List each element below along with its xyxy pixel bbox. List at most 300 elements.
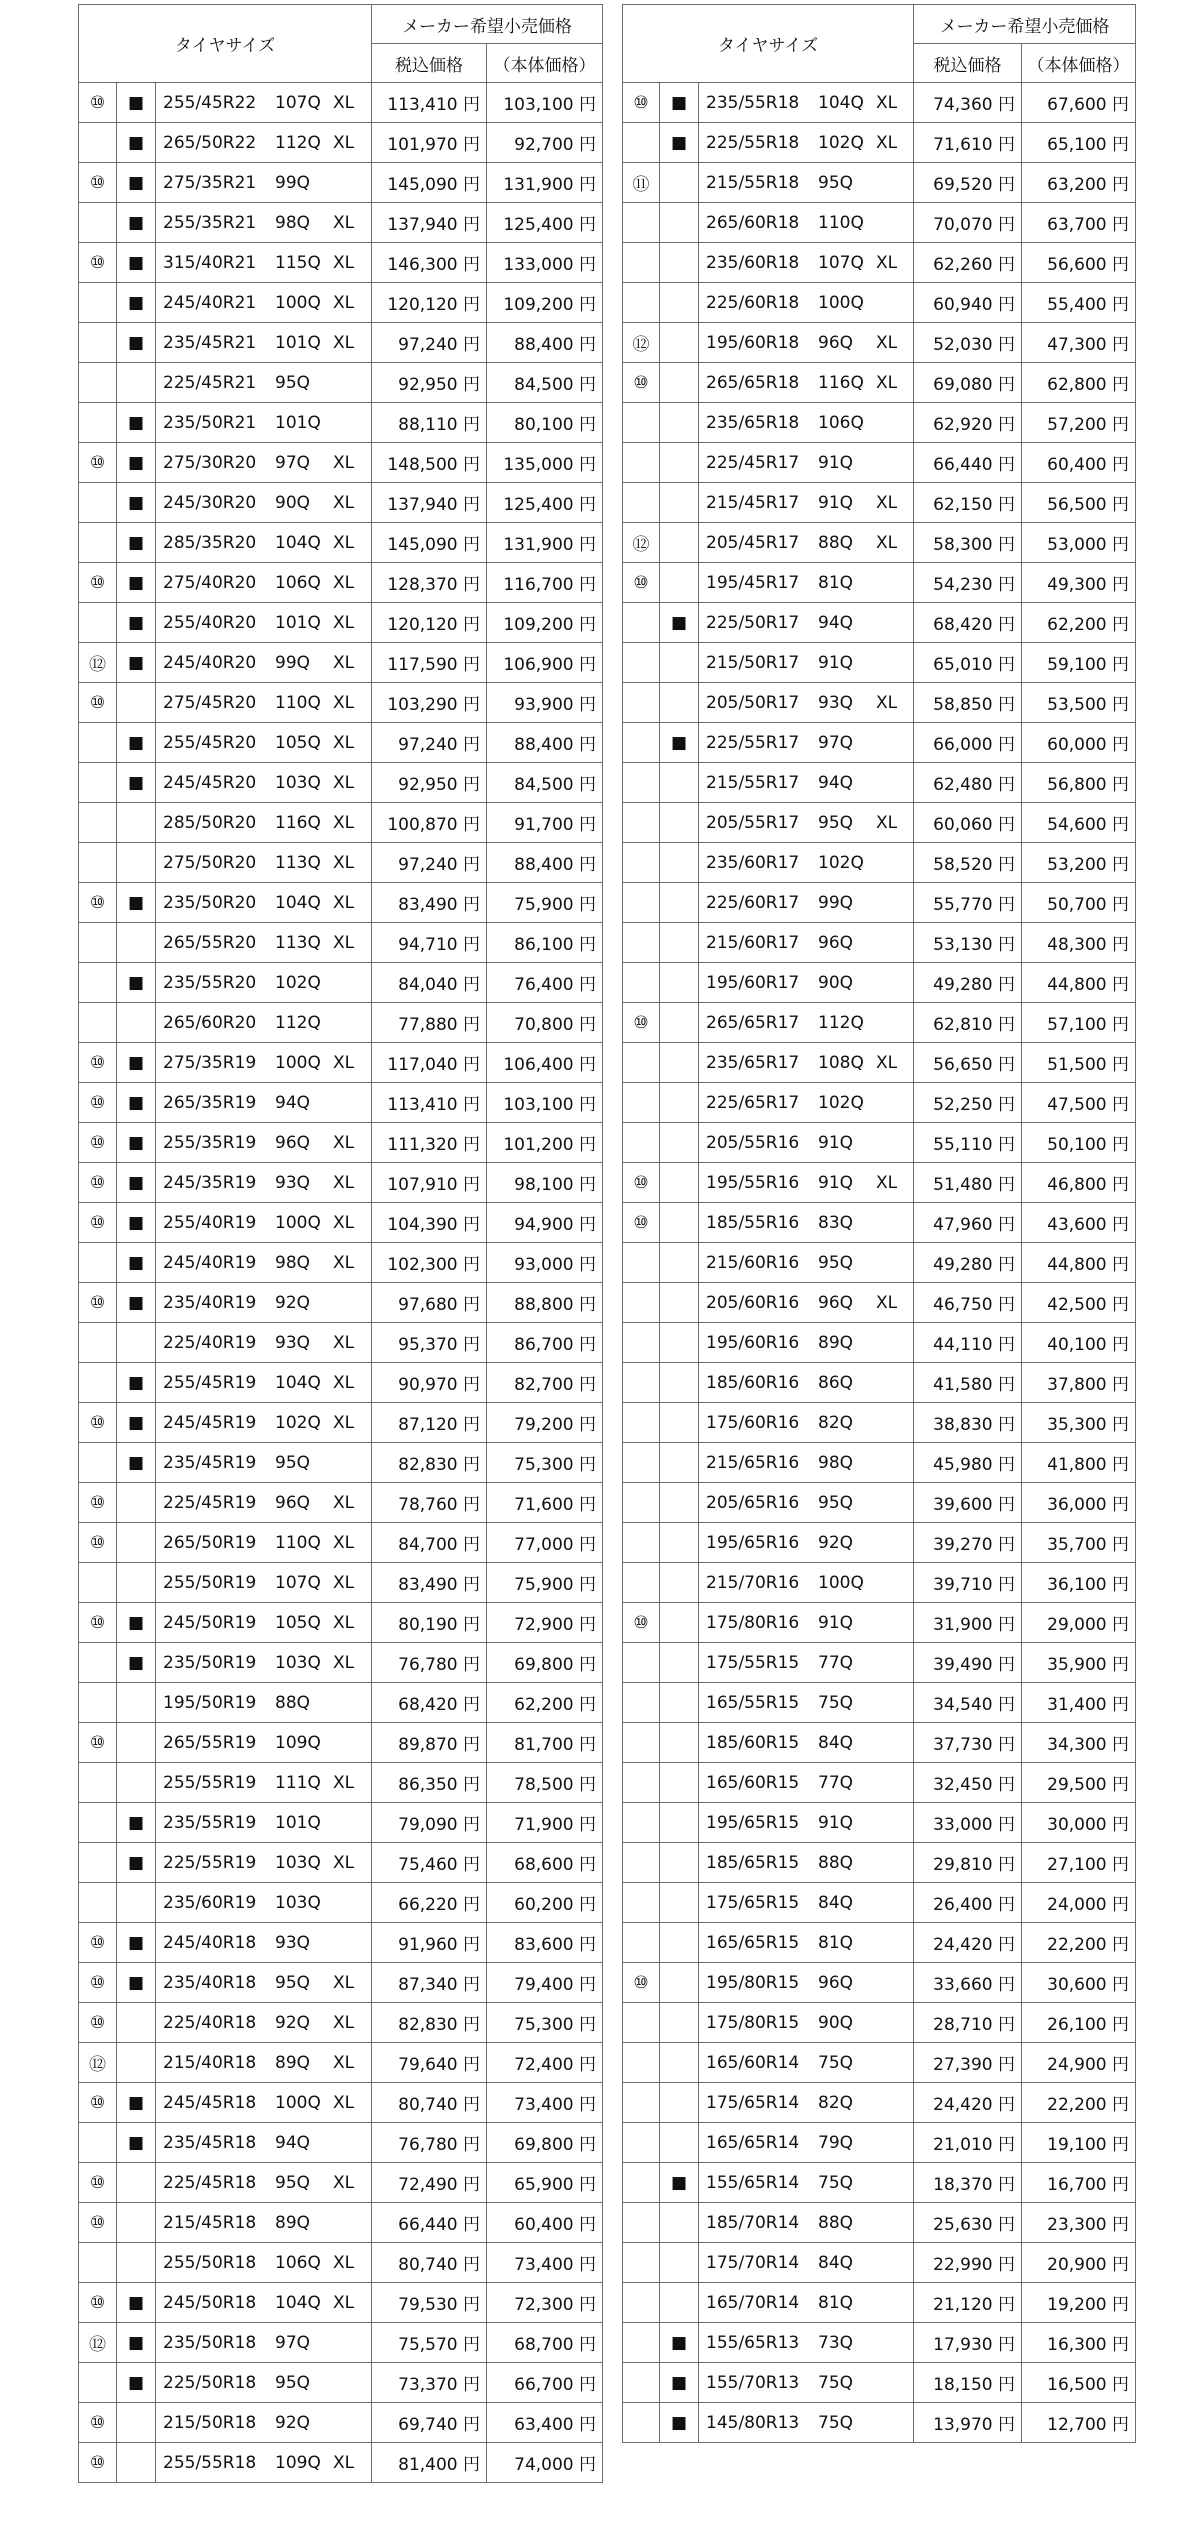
- stock-mark: ■: [117, 883, 156, 923]
- tire-size: 265/35R19: [163, 1092, 257, 1113]
- tire-size-cell: [156, 363, 372, 403]
- tire-size: 175/65R14: [706, 2092, 800, 2113]
- base-price: 106,900 円: [487, 643, 603, 683]
- stock-mark: [660, 2003, 699, 2043]
- stock-mark: [117, 1763, 156, 1803]
- tax-included-price: 39,490 円: [914, 1643, 1022, 1683]
- spec-mark: [623, 1363, 660, 1403]
- load-speed-index: 96Q: [818, 1972, 854, 1993]
- tax-included-price: 76,780 円: [372, 2123, 487, 2163]
- load-speed-index: 81Q: [818, 2292, 854, 2313]
- tire-size-cell: [699, 2043, 914, 2083]
- base-price: 26,100 円: [1022, 2003, 1136, 2043]
- stock-mark: [660, 2083, 699, 2123]
- table-row: [623, 883, 1136, 923]
- table-row: [79, 643, 603, 683]
- tire-size: 225/50R17: [706, 612, 800, 633]
- table-row: [79, 1603, 603, 1643]
- tax-included-price: 58,300 円: [914, 523, 1022, 563]
- stock-mark: ■: [117, 2283, 156, 2323]
- tax-included-price: 117,040 円: [372, 1043, 487, 1083]
- tire-size: 255/40R20: [163, 612, 257, 633]
- stock-mark: [660, 1123, 699, 1163]
- spec-mark: [623, 1883, 660, 1923]
- stock-mark: [117, 2243, 156, 2283]
- load-speed-index: 95Q: [275, 2372, 311, 2393]
- base-price: 86,700 円: [487, 1323, 603, 1363]
- tire-size: 225/55R17: [706, 732, 800, 753]
- stock-mark: [117, 2203, 156, 2243]
- tire-size-cell: [156, 1163, 372, 1203]
- stock-mark: ■: [117, 603, 156, 643]
- stock-mark: [660, 1443, 699, 1483]
- load-speed-index: 92Q: [275, 1292, 311, 1313]
- base-price: 50,700 円: [1022, 883, 1136, 923]
- spec-mark: [623, 2163, 660, 2203]
- spec-mark: [623, 2403, 660, 2443]
- table-row: [623, 2123, 1136, 2163]
- tire-size: 285/50R20: [163, 812, 257, 833]
- table-row: [623, 2283, 1136, 2323]
- spec-mark: [623, 923, 660, 963]
- tire-size-cell: [156, 2083, 372, 2123]
- base-price: 135,000 円: [487, 443, 603, 483]
- load-speed-index: 115Q: [275, 252, 321, 273]
- spec-mark: [623, 1843, 660, 1883]
- table-row: [79, 323, 603, 363]
- tax-included-price: 83,490 円: [372, 883, 487, 923]
- spec-mark: [79, 803, 117, 843]
- spec-mark: ⑩: [623, 1003, 660, 1043]
- stock-mark: ■: [117, 1123, 156, 1163]
- msrp-header: メーカー希望小売価格: [372, 5, 603, 44]
- stock-mark: ■: [117, 1283, 156, 1323]
- base-price: 125,400 円: [487, 203, 603, 243]
- tax-included-price: 97,240 円: [372, 723, 487, 763]
- tax-included-price: 113,410 円: [372, 83, 487, 123]
- stock-mark: [660, 1523, 699, 1563]
- table-row: [623, 163, 1136, 203]
- xl-flag: XL: [876, 252, 898, 273]
- tire-size-cell: [699, 2363, 914, 2403]
- tax-included-price: 52,030 円: [914, 323, 1022, 363]
- stock-mark: ■: [117, 283, 156, 323]
- tire-size-cell: [699, 483, 914, 523]
- stock-mark: [660, 1403, 699, 1443]
- table-row: [79, 1643, 603, 1683]
- tire-size-cell: [156, 2043, 372, 2083]
- spec-mark: [623, 803, 660, 843]
- base-price: 71,600 円: [487, 1483, 603, 1523]
- base-price: 78,500 円: [487, 1763, 603, 1803]
- table-row: [79, 1963, 603, 2003]
- base-price: 91,700 円: [487, 803, 603, 843]
- stock-mark: ■: [117, 1443, 156, 1483]
- tire-size-cell: [156, 283, 372, 323]
- base-price: 62,200 円: [487, 1683, 603, 1723]
- load-speed-index: 91Q: [818, 1612, 854, 1633]
- spec-mark: [623, 843, 660, 883]
- load-speed-index: 110Q: [818, 212, 864, 233]
- table-row: [623, 2083, 1136, 2123]
- tire-size: 235/50R21: [163, 412, 257, 433]
- spec-mark: ⑩: [79, 1083, 117, 1123]
- base-price: 37,800 円: [1022, 1363, 1136, 1403]
- spec-mark: [623, 2123, 660, 2163]
- tire-size-cell: [156, 963, 372, 1003]
- stock-mark: ■: [117, 723, 156, 763]
- tire-size: 175/65R15: [706, 1892, 800, 1913]
- table-row: [79, 1883, 603, 1923]
- tire-size-cell: [699, 2083, 914, 2123]
- xl-flag: XL: [876, 812, 898, 833]
- stock-mark: ■: [117, 1803, 156, 1843]
- tire-size: 165/60R14: [706, 2052, 800, 2073]
- spec-mark: [79, 1683, 117, 1723]
- table-row: [623, 443, 1136, 483]
- base-price: 50,100 円: [1022, 1123, 1136, 1163]
- tire-size: 215/65R16: [706, 1452, 800, 1473]
- spec-mark: ⑫: [79, 2043, 117, 2083]
- base-price: 93,000 円: [487, 1243, 603, 1283]
- table-row: [79, 443, 603, 483]
- load-speed-index: 94Q: [818, 772, 854, 793]
- tax-included-price: 78,760 円: [372, 1483, 487, 1523]
- tire-size-cell: [699, 1283, 914, 1323]
- load-speed-index: 100Q: [818, 1572, 864, 1593]
- tire-size: 255/45R20: [163, 732, 257, 753]
- tire-size-header: タイヤサイズ: [79, 5, 372, 83]
- load-speed-index: 111Q: [275, 1772, 321, 1793]
- tax-included-price: 54,230 円: [914, 563, 1022, 603]
- tire-size: 255/55R18: [163, 2452, 257, 2473]
- table-row: [79, 923, 603, 963]
- tire-size-cell: [699, 843, 914, 883]
- tire-size: 275/30R20: [163, 452, 257, 473]
- base-price: 29,000 円: [1022, 1603, 1136, 1643]
- spec-mark: ⑩: [623, 1203, 660, 1243]
- load-speed-index: 96Q: [275, 1492, 311, 1513]
- tire-size: 235/40R19: [163, 1292, 257, 1313]
- base-price: 65,900 円: [487, 2163, 603, 2203]
- spec-mark: ⑪: [623, 163, 660, 203]
- load-speed-index: 77Q: [818, 1772, 854, 1793]
- tire-size-cell: [699, 2283, 914, 2323]
- spec-mark: [79, 123, 117, 163]
- tax-included-price: 68,420 円: [914, 603, 1022, 643]
- tire-size-cell: [699, 763, 914, 803]
- stock-mark: ■: [117, 2083, 156, 2123]
- tax-included-price: 62,260 円: [914, 243, 1022, 283]
- tire-size: 245/30R20: [163, 492, 257, 513]
- tire-size-cell: [699, 1443, 914, 1483]
- tax-included-price: 71,610 円: [914, 123, 1022, 163]
- base-price: 23,300 円: [1022, 2203, 1136, 2243]
- load-speed-index: 100Q: [275, 2092, 321, 2113]
- spec-mark: [623, 1683, 660, 1723]
- stock-mark: ■: [117, 1363, 156, 1403]
- tax-included-price: 128,370 円: [372, 563, 487, 603]
- load-speed-index: 104Q: [818, 92, 864, 113]
- tire-size-cell: [699, 2243, 914, 2283]
- base-price: 16,500 円: [1022, 2363, 1136, 2403]
- load-speed-index: 88Q: [818, 2212, 854, 2233]
- base-price: 125,400 円: [487, 483, 603, 523]
- load-speed-index: 75Q: [818, 1692, 854, 1713]
- load-speed-index: 77Q: [818, 1652, 854, 1673]
- table-row: [79, 1763, 603, 1803]
- tire-size: 175/80R16: [706, 1612, 800, 1633]
- tire-size: 185/55R16: [706, 1212, 800, 1233]
- tire-size-cell: [699, 1243, 914, 1283]
- tax-included-price: 21,120 円: [914, 2283, 1022, 2323]
- base-price: 29,500 円: [1022, 1763, 1136, 1803]
- table-row: [623, 1563, 1136, 1603]
- stock-mark: [117, 803, 156, 843]
- stock-mark: ■: [117, 1603, 156, 1643]
- right-table-body: [623, 83, 1136, 2443]
- tax-included-price: 39,710 円: [914, 1563, 1022, 1603]
- table-row: [79, 523, 603, 563]
- load-speed-index: 110Q: [275, 692, 321, 713]
- tire-size-cell: [699, 163, 914, 203]
- spec-mark: [79, 363, 117, 403]
- table-row: [79, 283, 603, 323]
- tax-included-price: 28,710 円: [914, 2003, 1022, 2043]
- spec-mark: ⑩: [79, 1963, 117, 2003]
- table-row: [79, 563, 603, 603]
- tire-size: 165/65R14: [706, 2132, 800, 2153]
- spec-mark: ⑩: [79, 1163, 117, 1203]
- stock-mark: ■: [117, 1243, 156, 1283]
- tax-included-price: 49,280 円: [914, 1243, 1022, 1283]
- stock-mark: [660, 1003, 699, 1043]
- table-row: [623, 563, 1136, 603]
- spec-mark: [79, 963, 117, 1003]
- table-row: [79, 1563, 603, 1603]
- base-price: 71,900 円: [487, 1803, 603, 1843]
- load-speed-index: 91Q: [818, 452, 854, 473]
- tax-included-price: 95,370 円: [372, 1323, 487, 1363]
- spec-mark: [79, 1763, 117, 1803]
- tire-size-cell: [156, 1723, 372, 1763]
- table-row: [623, 1963, 1136, 2003]
- load-speed-index: 104Q: [275, 532, 321, 553]
- table-row: [79, 683, 603, 723]
- stock-mark: [660, 1683, 699, 1723]
- tax-included-price: 79,090 円: [372, 1803, 487, 1843]
- base-price: 19,100 円: [1022, 2123, 1136, 2163]
- load-speed-index: 83Q: [818, 1212, 854, 1233]
- base-price: 72,900 円: [487, 1603, 603, 1643]
- xl-flag: XL: [333, 2012, 355, 2033]
- base-price: 60,200 円: [487, 1883, 603, 1923]
- tax-included-price: 21,010 円: [914, 2123, 1022, 2163]
- spec-mark: [623, 683, 660, 723]
- stock-mark: [117, 2163, 156, 2203]
- base-price: 12,700 円: [1022, 2403, 1136, 2443]
- tire-size: 155/65R13: [706, 2332, 800, 2353]
- base-price: 53,200 円: [1022, 843, 1136, 883]
- stock-mark: [660, 483, 699, 523]
- tire-size-cell: [699, 1403, 914, 1443]
- load-speed-index: 99Q: [275, 172, 311, 193]
- base-price: 48,300 円: [1022, 923, 1136, 963]
- tire-size: 245/40R18: [163, 1932, 257, 1953]
- tire-size-cell: [156, 243, 372, 283]
- stock-mark: [117, 2403, 156, 2443]
- tire-size-cell: [156, 163, 372, 203]
- load-speed-index: 101Q: [275, 612, 321, 633]
- spec-mark: ⑩: [79, 1923, 117, 1963]
- tire-size-cell: [699, 1843, 914, 1883]
- load-speed-index: 104Q: [275, 2292, 321, 2313]
- base-price: 69,800 円: [487, 2123, 603, 2163]
- stock-mark: ■: [660, 123, 699, 163]
- tire-size: 205/55R16: [706, 1132, 800, 1153]
- tax-included-price: 13,970 円: [914, 2403, 1022, 2443]
- tire-size: 265/60R18: [706, 212, 800, 233]
- stock-mark: [660, 1843, 699, 1883]
- load-speed-index: 97Q: [818, 732, 854, 753]
- stock-mark: ■: [117, 323, 156, 363]
- tire-size-cell: [699, 1923, 914, 1963]
- tire-size: 215/45R17: [706, 492, 800, 513]
- spec-mark: ⑩: [79, 1203, 117, 1243]
- tire-size-cell: [699, 283, 914, 323]
- tax-included-price: 37,730 円: [914, 1723, 1022, 1763]
- load-speed-index: 97Q: [275, 2332, 311, 2353]
- tire-size: 215/55R17: [706, 772, 800, 793]
- table-row: [79, 1843, 603, 1883]
- load-speed-index: 96Q: [818, 1292, 854, 1313]
- tire-size: 235/60R18: [706, 252, 800, 273]
- stock-mark: [660, 163, 699, 203]
- stock-mark: ■: [117, 1923, 156, 1963]
- stock-mark: [117, 363, 156, 403]
- table-row: [623, 403, 1136, 443]
- tire-size: 255/50R19: [163, 1572, 257, 1593]
- spec-mark: [79, 2123, 117, 2163]
- spec-mark: [79, 923, 117, 963]
- tax-included-price: 66,220 円: [372, 1883, 487, 1923]
- load-speed-index: 102Q: [275, 1412, 321, 1433]
- tire-size: 275/45R20: [163, 692, 257, 713]
- base-price: 106,400 円: [487, 1043, 603, 1083]
- stock-mark: [660, 1883, 699, 1923]
- msrp-header: メーカー希望小売価格: [914, 5, 1136, 44]
- tire-size: 195/65R15: [706, 1812, 800, 1833]
- load-speed-index: 95Q: [275, 372, 311, 393]
- load-speed-index: 113Q: [275, 852, 321, 873]
- base-price: 103,100 円: [487, 1083, 603, 1123]
- tire-size: 205/55R17: [706, 812, 800, 833]
- stock-mark: ■: [660, 2403, 699, 2443]
- tax-included-price: 86,350 円: [372, 1763, 487, 1803]
- table-row: [623, 2363, 1136, 2403]
- tire-size-cell: [156, 643, 372, 683]
- base-price: 51,500 円: [1022, 1043, 1136, 1083]
- stock-mark: ■: [660, 723, 699, 763]
- stock-mark: [660, 1283, 699, 1323]
- tire-size-cell: [156, 2323, 372, 2363]
- table-row: [79, 2123, 603, 2163]
- spec-mark: ⑩: [79, 1523, 117, 1563]
- price-table-left: [78, 4, 603, 2483]
- base-price: 75,900 円: [487, 883, 603, 923]
- spec-mark: [79, 323, 117, 363]
- stock-mark: [660, 1723, 699, 1763]
- stock-mark: [660, 2043, 699, 2083]
- tire-size: 195/60R16: [706, 1332, 800, 1353]
- stock-mark: ■: [117, 203, 156, 243]
- tax-included-price: 46,750 円: [914, 1283, 1022, 1323]
- tire-size-cell: [156, 883, 372, 923]
- load-speed-index: 96Q: [275, 1132, 311, 1153]
- tire-size: 185/65R15: [706, 1852, 800, 1873]
- stock-mark: [660, 563, 699, 603]
- tire-size: 275/40R20: [163, 572, 257, 593]
- tire-size: 155/70R13: [706, 2372, 800, 2393]
- spec-mark: [623, 1443, 660, 1483]
- stock-mark: [660, 2123, 699, 2163]
- stock-mark: [660, 883, 699, 923]
- table-row: [79, 363, 603, 403]
- spec-mark: [79, 1243, 117, 1283]
- xl-flag: XL: [333, 1612, 355, 1633]
- tire-size-cell: [699, 963, 914, 1003]
- tire-size-cell: [156, 923, 372, 963]
- base-price: 19,200 円: [1022, 2283, 1136, 2323]
- table-row: [623, 1323, 1136, 1363]
- base-price: 43,600 円: [1022, 1203, 1136, 1243]
- load-speed-index: 105Q: [275, 732, 321, 753]
- table-row: [623, 1603, 1136, 1643]
- load-speed-index: 93Q: [275, 1172, 311, 1193]
- tire-size: 165/60R15: [706, 1772, 800, 1793]
- tax-included-price: 74,360 円: [914, 83, 1022, 123]
- spec-mark: ⑩: [79, 1403, 117, 1443]
- load-speed-index: 106Q: [275, 572, 321, 593]
- tire-size-cell: [156, 1683, 372, 1723]
- tire-size-cell: [699, 1883, 914, 1923]
- spec-mark: ⑩: [79, 163, 117, 203]
- tire-size-cell: [156, 1123, 372, 1163]
- spec-mark: [623, 2003, 660, 2043]
- stock-mark: ■: [117, 523, 156, 563]
- tire-size: 255/35R21: [163, 212, 257, 233]
- spec-mark: [623, 963, 660, 1003]
- spec-mark: ⑩: [623, 83, 660, 123]
- load-speed-index: 97Q: [275, 452, 311, 473]
- load-speed-index: 107Q: [818, 252, 864, 273]
- load-speed-index: 91Q: [818, 652, 854, 673]
- base-price: 35,300 円: [1022, 1403, 1136, 1443]
- base-price: 63,200 円: [1022, 163, 1136, 203]
- base-price: 60,400 円: [1022, 443, 1136, 483]
- tire-size-cell: [699, 1483, 914, 1523]
- tire-size-cell: [156, 1323, 372, 1363]
- tax-included-price: 82,830 円: [372, 1443, 487, 1483]
- tire-size-cell: [699, 2403, 914, 2443]
- stock-mark: [660, 1803, 699, 1843]
- xl-flag: XL: [333, 692, 355, 713]
- stock-mark: [117, 843, 156, 883]
- stock-mark: ■: [117, 643, 156, 683]
- tire-size-cell: [156, 803, 372, 843]
- tax-included-price: 24,420 円: [914, 2083, 1022, 2123]
- tax-included-price: 62,150 円: [914, 483, 1022, 523]
